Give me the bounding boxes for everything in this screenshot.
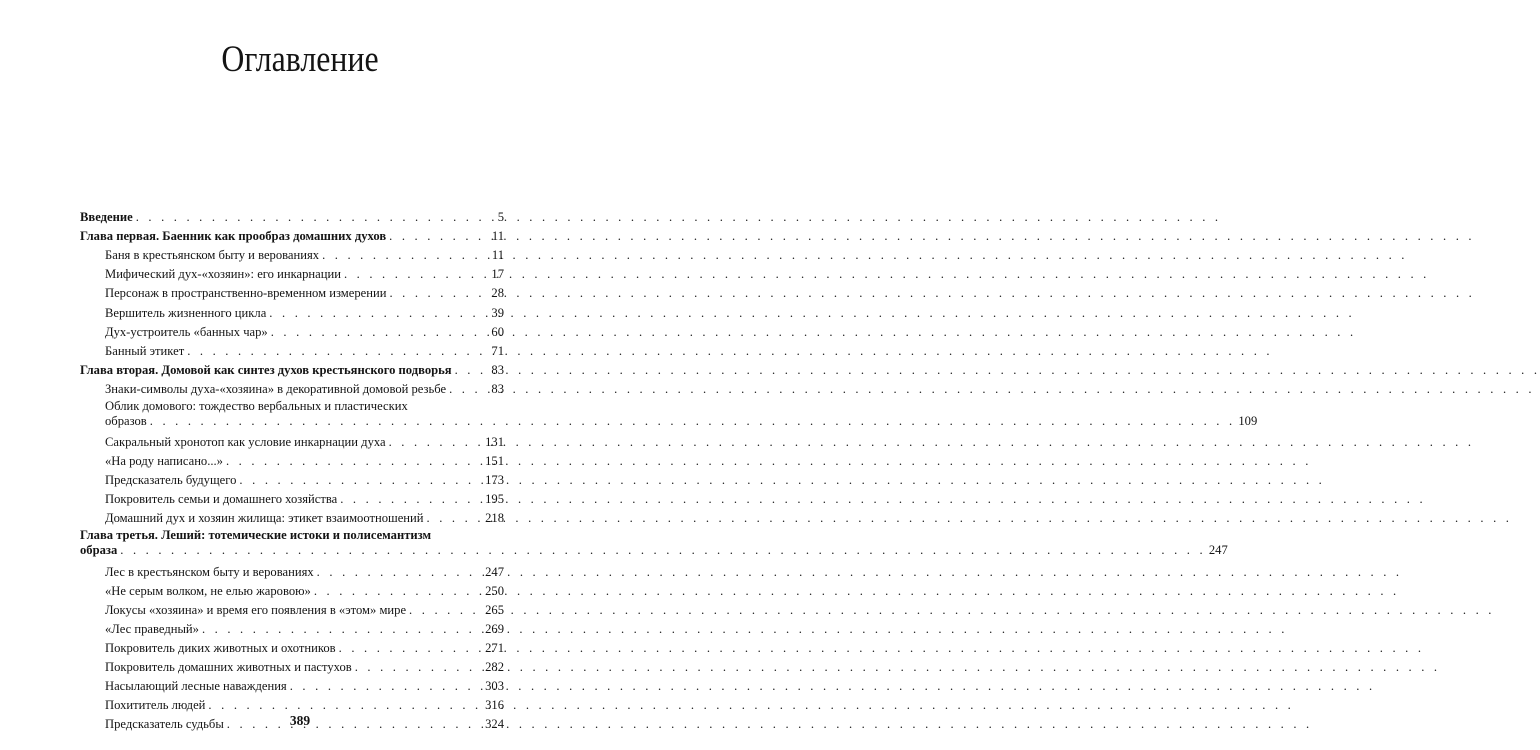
toc-entry-page: 282	[485, 659, 504, 674]
toc-entry[interactable]	[80, 397, 1258, 431]
toc-entry-page: 173	[485, 473, 504, 488]
toc-entry-title: Дух-устроитель «банных чар»	[105, 324, 268, 339]
toc-entry-page: 17	[491, 267, 504, 282]
toc-entry-page: 195	[485, 492, 504, 507]
toc-entry[interactable]	[80, 301, 504, 320]
toc-entry-page: 151	[485, 454, 504, 469]
toc-entry-title: «Лес праведный»	[105, 621, 199, 636]
leader-dots	[136, 210, 495, 225]
leader-dots	[389, 229, 489, 244]
toc-entry-page: 316	[485, 698, 504, 713]
leader-dots	[226, 454, 482, 469]
leader-dots	[202, 622, 482, 637]
toc-entry[interactable]	[80, 450, 504, 469]
toc-entry-page: 303	[485, 679, 504, 694]
toc-entry-page: 83	[491, 362, 504, 377]
leader-dots	[340, 492, 482, 507]
leader-dots	[208, 698, 482, 713]
toc-entry[interactable]	[80, 637, 504, 656]
toc-entry[interactable]	[80, 599, 504, 618]
toc-entry-title: Вершитель жизненного цикла	[105, 305, 267, 320]
toc-entry-title: Глава вторая. Домовой как синтез духов крестьянского подворья	[80, 362, 452, 377]
toc-entry-title: Покровитель домашних животных и пастухов	[105, 659, 352, 674]
toc-entry-page: 5	[497, 210, 504, 225]
toc-entry-page: 250	[485, 583, 504, 598]
toc-entry[interactable]	[80, 618, 504, 637]
toc-entry[interactable]	[80, 675, 504, 694]
toc-entry[interactable]	[80, 282, 504, 301]
leader-dots	[314, 584, 482, 599]
toc-entry[interactable]	[80, 507, 504, 526]
toc-entry[interactable]	[80, 656, 504, 675]
leader-dots	[389, 286, 488, 301]
toc-entry-title: «Не серым волком, не елью жаровою»	[105, 583, 311, 598]
toc-entry-page: 324	[485, 717, 504, 732]
leader-dots	[187, 344, 488, 359]
toc-entry-title-line-2: образа	[80, 543, 118, 558]
leader-dots	[150, 414, 1236, 429]
table-of-contents	[80, 206, 1258, 732]
toc-entry-page: 218	[485, 511, 504, 526]
leader-dots	[239, 473, 482, 488]
toc-entry-title: Баня в крестьянском быту и верованиях	[105, 248, 320, 263]
toc-entry-title-line-2: образов	[105, 413, 147, 428]
toc-entry-title: Персонаж в пространственно-временном измерении	[105, 286, 387, 301]
toc-entry-title: Знаки-символы духа-«хозяина» в декоративной домовой резьбе	[105, 381, 447, 396]
toc-entry-page: 60	[491, 324, 504, 339]
toc-entry-title: Предсказатель будущего	[105, 473, 237, 488]
leader-dots	[409, 603, 482, 618]
toc-entry-page: 71	[491, 343, 504, 358]
toc-entry-title: Предсказатель судьбы	[105, 717, 224, 732]
leader-dots	[120, 543, 1206, 558]
toc-entry[interactable]	[80, 694, 504, 713]
toc-entry-page: 271	[485, 640, 504, 655]
toc-entry-title: Покровитель семьи и домашнего хозяйства	[105, 492, 338, 507]
toc-entry[interactable]	[80, 244, 504, 263]
toc-entry-title: Введение	[80, 210, 133, 225]
toc-entry-title: Покровитель диких животных и охотников	[105, 640, 336, 655]
leader-dots	[427, 511, 483, 526]
toc-entry-page: 247	[485, 564, 504, 579]
toc-entry[interactable]	[80, 580, 504, 599]
toc-entry-chapter-3[interactable]	[80, 526, 1228, 560]
toc-entry[interactable]	[80, 431, 504, 450]
toc-entry-page: 247	[1208, 543, 1228, 558]
toc-entry-page: 11	[491, 248, 504, 263]
toc-entry[interactable]	[80, 560, 504, 579]
leader-dots	[455, 363, 489, 378]
toc-entry[interactable]	[80, 340, 504, 359]
leader-dots	[344, 267, 488, 282]
toc-entry-chapter-1[interactable]	[80, 225, 504, 244]
toc-entry-title: Похититель людей	[105, 698, 206, 713]
toc-entry-title: Сакральный хронотоп как условие инкарнации духа	[105, 435, 386, 450]
leader-dots	[389, 435, 483, 450]
toc-entry-page: 28	[491, 286, 504, 301]
leader-dots	[290, 679, 482, 694]
toc-entry-page: 83	[491, 381, 504, 396]
toc-entry-page: 109	[1238, 413, 1258, 428]
toc-entry-chapter-2[interactable]	[80, 359, 504, 378]
toc-entry-title: Лес в крестьянском быту и верованиях	[105, 564, 314, 579]
toc-entry-title: Глава первая. Баенник как прообраз домашних духов	[80, 229, 387, 244]
toc-entry[interactable]	[80, 488, 504, 507]
toc-entry-page: 265	[485, 602, 504, 617]
toc-entry[interactable]	[80, 378, 504, 397]
toc-entry-intro[interactable]	[80, 206, 504, 225]
leader-dots	[339, 641, 482, 656]
leader-dots	[271, 325, 489, 340]
toc-entry-page: 11	[491, 229, 504, 244]
toc-entry-title: Насылающий лесные наваждения	[105, 679, 287, 694]
toc-entry-page: 269	[485, 621, 504, 636]
toc-entry[interactable]	[80, 321, 504, 340]
toc-entry-title: Локусы «хозяина» и время его появления в «этом» мире	[105, 602, 407, 617]
page-number: 389	[289, 713, 311, 728]
toc-entry-title: «На роду написано...»	[105, 454, 223, 469]
leader-dots	[322, 248, 489, 263]
toc-entry[interactable]	[80, 469, 504, 488]
toc-entry-title: Домашний дух и хозяин жилища: этикет взаимоотношений	[105, 511, 424, 526]
toc-entry-title: Мифический дух-«хозяин»: его инкарнации	[105, 267, 341, 282]
leader-dots	[317, 565, 482, 580]
page-title: Оглавление	[221, 39, 379, 80]
toc-entry-page: 39	[491, 305, 504, 320]
toc-entry-title-line-1: Облик домового: тождество вербальных и пластических	[105, 398, 408, 413]
toc-entry-title: Банный этикет	[105, 343, 185, 358]
leader-dots	[355, 660, 482, 675]
toc-entry-page: 131	[485, 435, 504, 450]
toc-entry-title-line-1: Глава третья. Леший: тотемические истоки и полисемантизм	[80, 528, 432, 543]
leader-dots	[449, 382, 488, 397]
toc-entry[interactable]	[80, 263, 504, 282]
leader-dots	[269, 306, 488, 321]
